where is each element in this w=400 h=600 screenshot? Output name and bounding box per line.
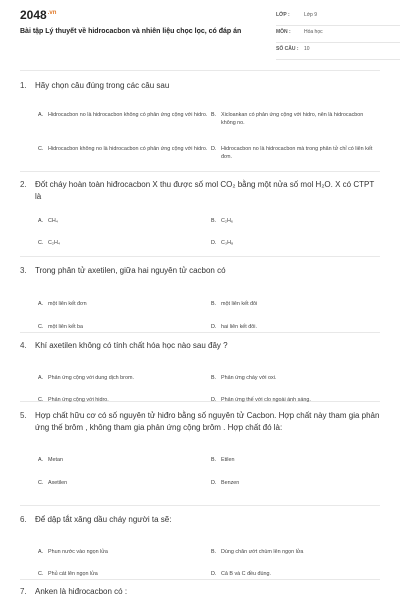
logo-suffix: .vn [47,10,57,16]
option-d[interactable] [211,239,371,247]
divider [20,171,380,172]
option-text: Xicloankan có phản ứng cộng với hidro, nên là hidrocacbon không no. [221,112,364,126]
option-b[interactable] [211,548,376,556]
option-d[interactable] [211,479,371,487]
option-letter: B. [211,457,217,463]
question-number: 3. [20,266,27,275]
option-text: Phản ứng cộng với dung dịch brom. [48,375,134,381]
question-4 [20,340,380,403]
document-meta [276,12,400,63]
option-a[interactable] [38,374,203,382]
option-letter: A. [38,301,44,307]
option-text: hai liên kết đôi. [221,324,257,330]
meta-key: MÔN : [276,29,291,35]
option-text: Phủ cát lên ngọn lửa [48,571,98,577]
option-letter: C. [38,397,44,403]
meta-key: LỚP : [276,12,290,18]
option-text: Axetilen [48,480,68,486]
option-text: Phản ứng cộng với hidro. [48,397,109,403]
options [38,440,380,486]
option-c[interactable] [38,479,198,487]
meta-value: Lớp 9 [304,12,318,18]
option-text: C₃H₈ [221,240,234,246]
divider [20,505,380,506]
option-b[interactable] [211,374,376,382]
option-text: Hidrocacbon không no là hidrocacbon có phản ứng cộng với hidro. [48,146,208,152]
option-letter: A. [38,549,44,555]
document-title: Bài tập Lý thuyết về hidrocacbon và nhiên liệu chọc lọc, có đáp án [20,28,242,35]
options [38,98,380,162]
option-letter: B. [211,112,217,118]
option-c[interactable] [38,145,208,153]
meta-row-subject [276,29,400,43]
option-text: Benzen [221,480,240,486]
option-letter: D. [211,397,217,403]
option-letter: A. [38,457,44,463]
question-text: Hợp chất hữu cơ có số nguyên tử hiđro bằng số nguyên tử Cacbon. Hợp chất này tham gia phản ứng thế brôm , không tham gia phản ứng cộng brôm . Hợp chất đó là: [35,411,380,432]
site-logo[interactable] [20,8,56,22]
divider [20,256,380,257]
option-text: Phản ứng cháy với oxi. [221,375,277,381]
question-text: Khí axetilen không có tính chất hóa học nào sau đây ? [35,341,228,350]
option-text: Hidrocacbon no là hidrocacbon không có phản ứng cộng với hidro. [48,112,208,118]
option-letter: C. [38,480,44,486]
option-text: Phản ứng thế với clo ngoài ánh sáng. [221,397,311,403]
question-number: 6. [20,515,27,524]
option-letter: A. [38,112,44,118]
question-text: Trong phân tử axetilen, giữa hai nguyên tử cacbon có [35,266,226,275]
option-letter: B. [211,301,217,307]
option-letter: C. [38,146,44,152]
option-b[interactable] [211,217,371,225]
option-letter: D. [211,324,217,330]
meta-key: SỐ CÂU : [276,46,299,52]
question-text: Đốt cháy hoàn toàn hiđrocacbon X thu được số mol CO₂ bằng một nửa số mol H₂O. X có CTPT là [35,180,375,201]
option-c[interactable] [38,239,198,247]
question-text: Để dập tắt xăng dầu cháy người ta sẽ: [35,515,172,524]
option-d[interactable] [211,323,371,331]
option-a[interactable] [38,456,198,464]
question-stem [20,80,380,92]
meta-row-class [276,12,400,26]
option-text: Metan [48,457,63,463]
question-stem [20,265,380,277]
question-stem [20,410,380,434]
option-d[interactable] [211,570,376,578]
logo-name: 2048 [20,8,47,22]
option-a[interactable] [38,217,198,225]
options [38,283,380,330]
option-d[interactable] [211,145,373,161]
question-1 [20,80,380,162]
meta-value: 10 [304,46,310,52]
question-stem [20,179,380,203]
question-number: 7. [20,587,27,596]
option-c[interactable] [38,396,203,404]
option-c[interactable] [38,323,198,331]
divider [20,332,380,333]
question-text: Hãy chọn câu đúng trong các câu sau [35,81,170,90]
question-stem [20,514,380,526]
option-letter: D. [211,571,217,577]
question-6 [20,514,380,577]
option-text: một liên kết đơn [48,301,87,307]
option-c[interactable] [38,570,203,578]
option-letter: D. [211,480,217,486]
options [38,532,380,577]
options [38,358,380,403]
option-letter: A. [38,218,44,224]
option-d[interactable] [211,396,376,404]
question-5 [20,410,380,486]
option-text: Hidrocacbon no là hidrocacbon mà trong phân tử chỉ có liên kết đơn. [221,146,373,160]
question-number: 4. [20,341,27,350]
divider [20,70,380,71]
option-a[interactable] [38,548,203,556]
option-letter: B. [211,218,217,224]
question-number: 5. [20,411,27,420]
option-text: C₂H₄ [48,240,61,246]
document-header [20,0,380,66]
option-text: một liên kết đôi [221,301,258,307]
option-b[interactable] [211,456,371,464]
option-b[interactable] [211,300,371,308]
option-text: Cả B và C đều đúng. [221,571,272,577]
question-number: 2. [20,180,27,189]
question-stem [20,586,380,598]
question-2 [20,179,380,249]
option-letter: C. [38,240,44,246]
options [38,209,380,249]
question-stem [20,340,380,352]
option-letter: D. [211,146,217,152]
option-b[interactable] [211,111,373,127]
option-text: Etilen [221,457,235,463]
option-a[interactable] [38,111,208,119]
question-3 [20,265,380,330]
option-text: CH₄ [48,218,58,224]
question-number: 1. [20,81,27,90]
option-text: C₂H₆ [221,218,234,224]
option-letter: C. [38,571,44,577]
meta-value: Hóa học [304,29,323,35]
option-letter: D. [211,240,217,246]
question-7 [20,586,380,598]
option-text: Phun nước vào ngọn lửa [48,549,108,555]
option-letter: B. [211,375,217,381]
divider [20,579,380,580]
meta-row-count [276,46,400,60]
option-letter: C. [38,324,44,330]
option-letter: A. [38,375,44,381]
option-a[interactable] [38,300,198,308]
option-text: Dùng chăn ướt chùm lên ngọn lửa [221,549,304,555]
option-letter: B. [211,549,217,555]
question-text: Anken là hiđrocacbon có : [35,587,128,596]
option-text: một liên kết ba [48,324,84,330]
